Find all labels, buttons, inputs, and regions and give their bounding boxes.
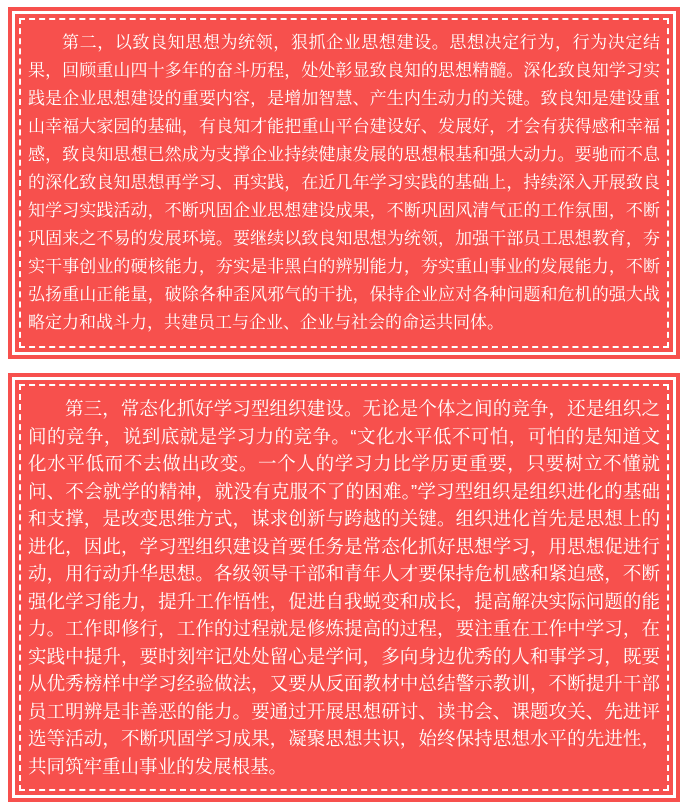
panel-red-fill [15, 380, 673, 795]
panel-dashed-border [19, 384, 669, 791]
red-framed-panel-point-3 [8, 373, 680, 802]
red-framed-panel-point-2 [8, 7, 680, 359]
panel-dashed-border [19, 18, 669, 348]
paragraph-point-3: 第三，常态化抓好学习型组织建设。无论是个体之间的竞争，还是组织之间的竞争，说到底就是学习力的竞争。“文化水平低不可怕，可怕的是知道文化水平低而不去做出改变。一个人的学习力比学历更重要，只要树立不懂就问、不会就学的精神，就没有克服不了的困难。”学习型组织是组织进化的基础和支撑，是改变思维方式，谋求创新与跨越的关键。组织进化首先是思想上的进化，因此，学习型组织建设首要任务是常态化抓好思想学习，用思想促进行动，用行动升华思想。各级领导干部和青年人才要保持危机感和紧迫感，不断强化学习能力，提升工作悟性，促进自我蜕变和成长，提高解决实际问题的能力。工作即修行，工作的过程就是修炼提高的过程，要注重在工作中学习，在实践中提升，要时刻牢记处处留心是学问，多向身边优秀的人和事学习，既要从优秀榜样中学习经验做法，又要从反面教材中总结警示教训，不断提升干部员工明辨是非善恶的能力。要通过开展思想研讨、读书会、课题攻关、先进评选等活动，不断巩固学习成果，凝聚思想共识，始终保持思想水平的先进性，共同筑牢重山事业的发展根基。 [28, 398, 660, 777]
panel-red-fill [15, 14, 673, 352]
paragraph-point-2: 第二，以致良知思想为统领，狠抓企业思想建设。思想决定行为，行为决定结果，回顾重山四十多年的奋斗历程，处处彰显致良知的思想精髓。深化致良知学习实践是企业思想建设的重要内容，是增加智慧、产生内生动力的关键。致良知是建设重山幸福大家园的基础，有良知才能把重山平台建设好、发展好，才会有获得感和幸福感，致良知思想已然成为支撑企业持续健康发展的思想根基和强大动力。要驰而不息的深化致良知思想再学习、再实践，在近几年学习实践的基础上，持续深入开展致良知学习实践活动，不断巩固企业思想建设成果，不断巩固风清气正的工作氛围，不断巩固来之不易的发展环境。要继续以致良知思想为统领，加强干部员工思想教育，夯实干事创业的硬核能力，夯实是非黑白的辨别能力，夯实重山事业的发展能力，不断弘扬重山正能量，破除各种歪风邪气的干扰，保持企业应对各种问题和危机的强大战略定力和战斗力，共建员工与企业、企业与社会的命运共同体。 [28, 33, 660, 332]
